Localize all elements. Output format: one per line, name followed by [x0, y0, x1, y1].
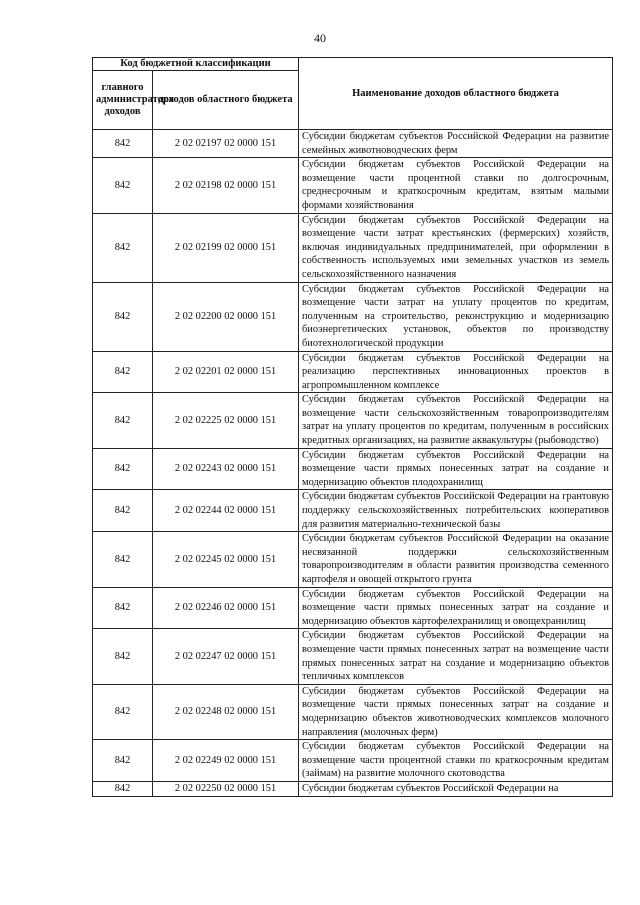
income-name-cell: Субсидии бюджетам субъектов Российской Федерации на возмещение части процентной ставки по долгосрочным, среднесрочным и краткосрочным кредитам, взятым малыми формами хозяйствования: [299, 158, 613, 213]
income-code-cell: 2 02 02197 02 0000 151: [153, 130, 299, 158]
admin-code-cell: 842: [93, 393, 153, 448]
admin-code-cell: 842: [93, 158, 153, 213]
income-code-cell: 2 02 02249 02 0000 151: [153, 740, 299, 782]
table-row: [93, 351, 613, 393]
header-main-administrator: главного администратора доходов: [93, 71, 153, 130]
income-code-cell: 2 02 02198 02 0000 151: [153, 158, 299, 213]
income-name-cell: Субсидии бюджетам субъектов Российской Федерации на возмещение части прямых понесенных затрат на возмещение части прямых понесенных затрат на создание и модернизацию объектов тепличных комплексов: [299, 629, 613, 684]
table-row: [93, 740, 613, 782]
income-code-cell: 2 02 02199 02 0000 151: [153, 213, 299, 282]
table-row: [93, 629, 613, 684]
income-name-cell: Субсидии бюджетам субъектов Российской Федерации на реализацию перспективных инновационных проектов в агропромышленном комплексе: [299, 351, 613, 393]
admin-code-cell: 842: [93, 282, 153, 351]
table-row: [93, 532, 613, 587]
income-name-cell: Субсидии бюджетам субъектов Российской Федерации на возмещение части прямых понесенных затрат на создание и модернизацию объектов картофелехранилищ и овощехранилищ: [299, 587, 613, 629]
table-row: [93, 393, 613, 448]
income-name-cell: Субсидии бюджетам субъектов Российской Федерации на грантовую поддержку сельскохозяйственных потребительских кооперативов для развития материально-технической базы: [299, 490, 613, 532]
admin-code-cell: 842: [93, 629, 153, 684]
admin-code-cell: 842: [93, 781, 153, 796]
income-code-cell: 2 02 02244 02 0000 151: [153, 490, 299, 532]
income-code-cell: 2 02 02200 02 0000 151: [153, 282, 299, 351]
table-row: [93, 158, 613, 213]
table-row: [93, 781, 613, 796]
admin-code-cell: 842: [93, 684, 153, 739]
income-name-cell: Субсидии бюджетам субъектов Российской Федерации на: [299, 781, 613, 796]
table-body: [93, 130, 613, 797]
table-row: [93, 490, 613, 532]
income-code-cell: 2 02 02247 02 0000 151: [153, 629, 299, 684]
header-income-name: Наименование доходов областного бюджета: [299, 58, 613, 130]
admin-code-cell: 842: [93, 351, 153, 393]
income-name-cell: Субсидии бюджетам субъектов Российской Федерации на возмещение части затрат крестьянских (фермерских) хозяйств, включая индивидуальных предпринимателей, при оформлении в собственность используемых ими земельных участков из земель сельскохозяйственного назначения: [299, 213, 613, 282]
income-code-cell: 2 02 02243 02 0000 151: [153, 448, 299, 490]
income-code-cell: 2 02 02225 02 0000 151: [153, 393, 299, 448]
admin-code-cell: 842: [93, 213, 153, 282]
income-name-cell: Субсидии бюджетам субъектов Российской Федерации на развитие семейных животноводческих ферм: [299, 130, 613, 158]
table-row: [93, 282, 613, 351]
income-code-cell: 2 02 02246 02 0000 151: [153, 587, 299, 629]
income-name-cell: Субсидии бюджетам субъектов Российской Федерации на возмещение части затрат на уплату процентов по кредитам, полученным на строительство, реконструкцию и модернизацию биоэнергетических установок, объектов по производству биотехнологической продукции: [299, 282, 613, 351]
income-name-cell: Субсидии бюджетам субъектов Российской Федерации на возмещение части прямых понесенных затрат на создание и модернизацию объектов плодохранилищ: [299, 448, 613, 490]
income-code-cell: 2 02 02250 02 0000 151: [153, 781, 299, 796]
table-row: [93, 684, 613, 739]
income-name-cell: Субсидии бюджетам субъектов Российской Федерации на возмещение части прямых понесенных затрат на создание и модернизацию объектов животноводческих комплексов молочного направления (молочных ферм): [299, 684, 613, 739]
admin-code-cell: 842: [93, 448, 153, 490]
admin-code-cell: 842: [93, 130, 153, 158]
table-row: [93, 130, 613, 158]
table-row: [93, 587, 613, 629]
income-code-cell: 2 02 02248 02 0000 151: [153, 684, 299, 739]
income-code-cell: 2 02 02201 02 0000 151: [153, 351, 299, 393]
admin-code-cell: 842: [93, 532, 153, 587]
header-classification-code: Код бюджетной классификации: [93, 58, 299, 71]
income-code-cell: 2 02 02245 02 0000 151: [153, 532, 299, 587]
income-name-cell: Субсидии бюджетам субъектов Российской Федерации на возмещение части сельскохозяйственным товаропроизводителям затрат на уплату процентов по кредитам, полученным в российских кредитных организациях, на развитие аквакультуры (рыбоводство): [299, 393, 613, 448]
header-regional-income-code: доходов областного бюджета: [153, 71, 299, 130]
income-name-cell: Субсидии бюджетам субъектов Российской Федерации на возмещение части процентной ставки по краткосрочным кредитам (займам) на развитие молочного скотоводства: [299, 740, 613, 782]
admin-code-cell: 842: [93, 587, 153, 629]
table-row: [93, 448, 613, 490]
admin-code-cell: 842: [93, 490, 153, 532]
admin-code-cell: 842: [93, 740, 153, 782]
table-row: [93, 213, 613, 282]
budget-classification-table: [92, 57, 613, 797]
page-number: 40: [314, 31, 326, 45]
income-name-cell: Субсидии бюджетам субъектов Российской Федерации на оказание несвязанной поддержки сельскохозяйственным товаропроизводителям в области развития производства семенного картофеля и овощей открытого грунта: [299, 532, 613, 587]
